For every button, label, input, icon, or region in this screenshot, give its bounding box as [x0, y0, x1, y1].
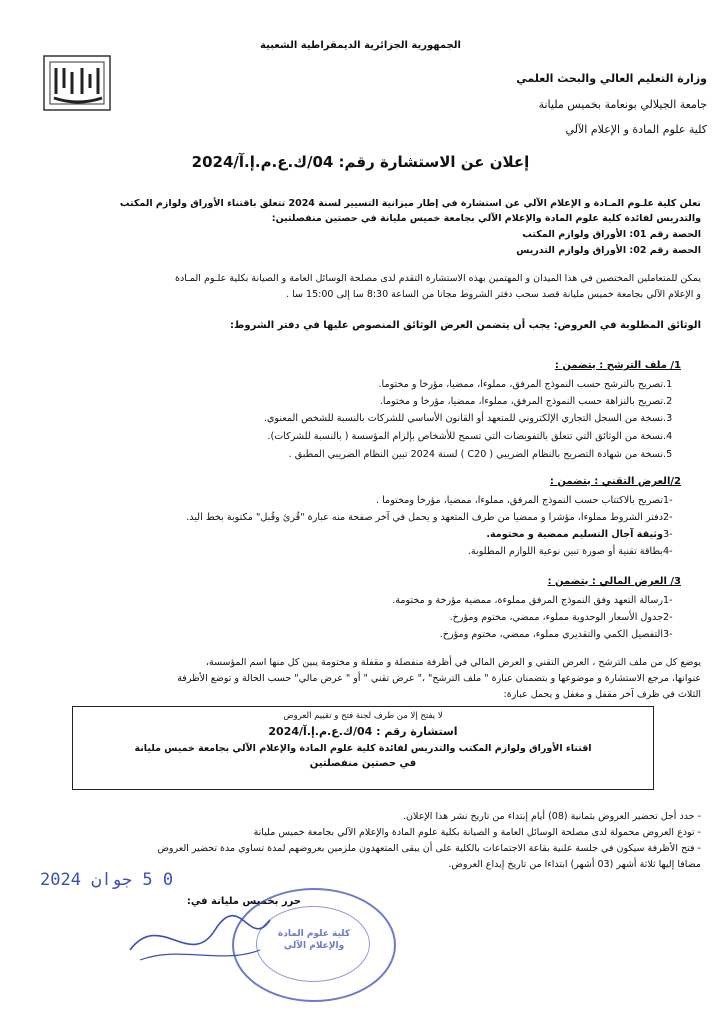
box-line-1: لا يفتح إلا من طرف لجنة فتح و تقييم العروض [283, 711, 443, 721]
footer-note-2: - تودع العروض محمولة لدى مصلحة الوسائل العامة و الصيانة بكلية علوم المادة والإعلام الآلي بجامعة خميس مليانة [253, 827, 701, 838]
section2-item: -1تصريح بالاكتتاب حسب النموذج المرفق، مملوءا، ممضيا، مؤرخا ومختوما . [376, 495, 673, 506]
footer-note-4: مضافا إليها ثلاثة أشهر (03 أشهر) ابتداءا من تاريخ إيداع العروض. [448, 859, 701, 870]
section1-item: 5.نسخة من شهادة التصريح بالنظام الضريبي ( C20 ) لسنة 2024 تبين النظام الضريبي المطبق . [288, 449, 673, 460]
section2-item: -3وثيقة آجال التسليم ممضية و مختومة. [486, 529, 673, 540]
box-line-3: اقتناء الأوراق ولوازم المكتب والتدريس لفائدة كلية علوم المادة والإعلام الآلي بجامعة خميس مليانة [134, 743, 592, 754]
footer-note-1: - حدد أجل تحضير العروض بثمانية (08) أيام إبتداء من تاريخ نشر هذا الإعلان. [403, 811, 701, 822]
section1-item: 3.نسخة من السجل التجاري الإلكتروني للمتعهد أو القانون الأساسي للشركات بالنسبة للشخص المعنوي. [263, 413, 673, 424]
para3-line-2: عنوانها، مرجع الاستشارة و موضوعها و بتضمنان عبارة " ملف الترشح" ،" عرض تقني " أو " عرض مالي" حسب الحالة و توضع الأظرفة [177, 673, 701, 684]
lot-2: الحصة رقم 02: الأوراق ولوازم التدريس [516, 245, 701, 256]
section2-item: -2دفتر الشروط مملوءا، مؤشرا و ممضيا من طرف المتعهد و يحمل في آخر صفحة منه عبارة "قُرئ وقُبل" مكتوبة بخط اليد. [186, 512, 673, 523]
para3-line-1: يوضع كل من ملف الترشح ، العرض التقني و العرض المالي في أظرفة منفصلة و مقفلة و مختومة يبين كل منها اسم المؤسسة، [205, 657, 701, 668]
section1-heading: 1/ ملف الترشح : يتضمن : [554, 360, 681, 371]
date-stamp: 0 5 جوان 2024 [40, 870, 174, 890]
documents-heading: الوثائق المطلوبة في العروض: يجب أن يتضمن العرض الوثائق المنصوص عليها في دفتر الشروط: [229, 320, 701, 331]
para2-line-1: يمكن للمتعاملين المختصين في هذا الميدان و المهتمين بهذه الاستشارة التقدم لدى مصلحة الوسائل العامة و الصيانة بكلية علـوم المـادة [175, 273, 701, 284]
section1-item: 1.تصريح بالترشح حسب النموذج المرفق، مملوءا، ممضيا، مؤرخا و مختوما. [378, 379, 673, 390]
faculty-line: كلية علوم المادة و الإعلام الآلي [565, 123, 707, 136]
section1-item: 4.نسخة من الوثائق التي تتعلق بالتفويضات التي تسمح للأشخاص بإلزام المؤسسة ( بالنسبة للشركات). [267, 431, 673, 442]
handwritten-signature [120, 900, 280, 980]
ministry-line: وزارة التعليم العالي والبحث العلمي [516, 72, 707, 85]
box-line-2: استشارة رقم : 04/ك.ع.م.إ.آ/2024 [268, 725, 458, 738]
footer-note-3: - فتح الأظرفة سيكون في جلسة علنية بقاعة الاجتماعات بالكلية على أن يبقى المتعهدون ملزمين بعروضهم لمدة تساوي مدة تحضير العروض [157, 843, 701, 854]
republic-heading: الجمهورية الجزائرية الديمقراطية الشعبية [260, 40, 461, 51]
envelope-label-box [72, 706, 654, 790]
section3-item: -1رسالة التعهد وفق النموذج المرفق مملوءة، ممضية مؤرخة و مختومة. [392, 595, 673, 606]
university-logo [38, 48, 118, 114]
section3-item: -2جدول الأسعار الوحدوية مملوء، ممضي، مختوم ومؤرخ. [449, 612, 673, 623]
para2-line-2: و الإعلام الآلي بجامعة خميس مليانة قصد سحب دفتر الشروط مجانا من الساعة 8:30 سا إلى 15:00 سا . [286, 289, 701, 300]
intro-line-2: والتدريس لفائدة كلية علوم المادة والإعلام الآلي بجامعة خميس مليانة في حصتين منفصلتين: [271, 213, 701, 224]
section2-heading: 2/العرض التقني : يتضمن : [549, 476, 681, 487]
section1-item: 2.تصريح بالنزاهة حسب النموذج المرفق، مملوءا، ممضيا، مؤرخا و مختوما. [379, 396, 673, 407]
section3-item: -3التفصيل الكمي والتقديري مملوء، ممضي، مختوم ومؤرخ. [439, 629, 673, 640]
section2-item: -4بطاقة تقنية أو صورة تبين نوعية اللوازم المطلوبة. [467, 546, 673, 557]
lot-1: الحصة رقم 01: الأوراق ولوازم المكتب [522, 229, 701, 240]
university-line: جامعة الجيلالي بونعامة بخميس مليانة [538, 98, 707, 111]
section3-heading: 3/ العرض المالي : يتضمن : [547, 576, 681, 587]
stamp-text: كلية علوم المادة والإعلام الآلي [277, 929, 351, 951]
para3-line-3: الثلاث في ظرف آخر مقفل و مغفل و يحمل عبارة: [503, 689, 701, 700]
intro-line-1: تعلن كلية علـوم المـادة و الإعلام الآلي عن استشارة في إطار ميزانية التسيير لسنة 2024 تتعلق باقتناء الأوراق ولوازم المكتب [119, 198, 701, 209]
announcement-title: إعلان عن الاستشارة رقم: 04/ك.ع.م.إ.آ/2024 [191, 153, 530, 171]
box-line-4: في حصتين منفصلتين [309, 758, 417, 769]
signature-place: حرر بخميس مليانة في: [186, 896, 301, 907]
